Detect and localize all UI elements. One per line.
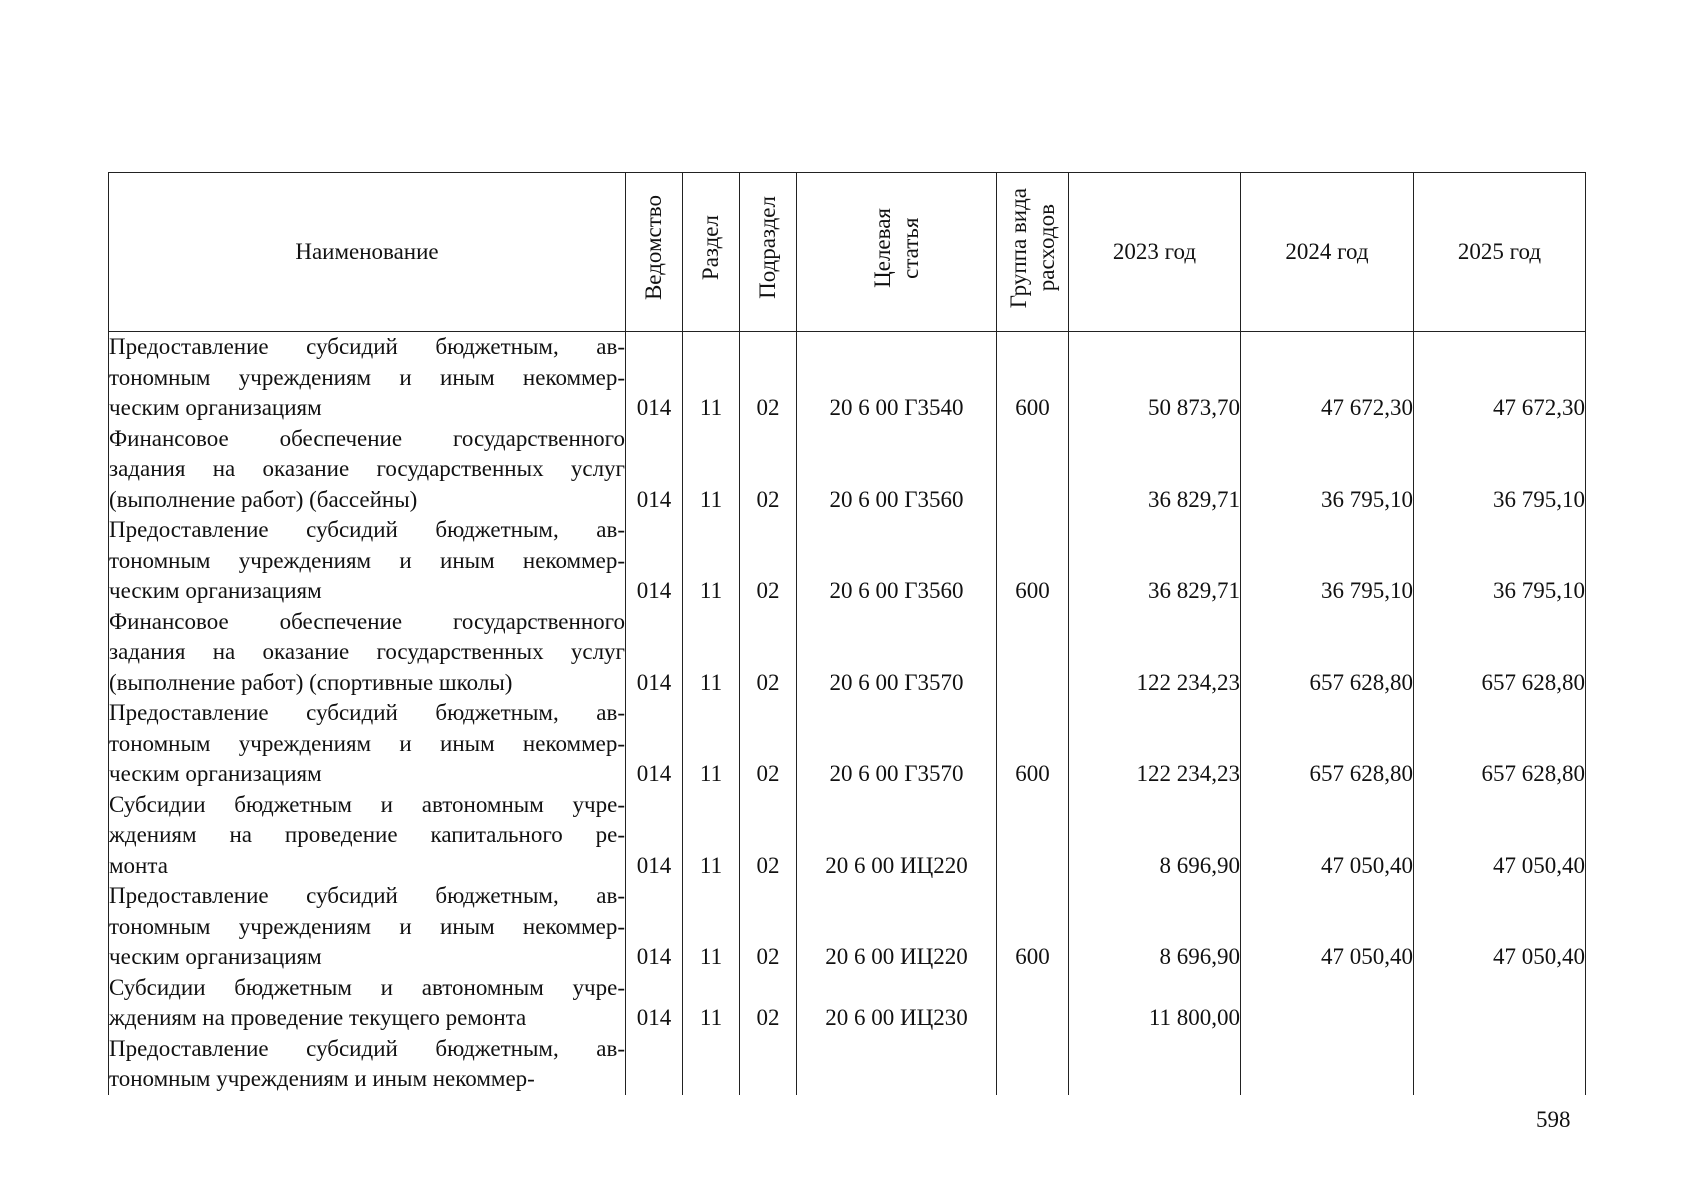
header-razdel: Раздел bbox=[683, 173, 740, 332]
cell-2024: 47 672,30 bbox=[1241, 332, 1414, 424]
cell-target: 20 6 00 ИЦ230 bbox=[797, 973, 997, 1034]
cell-2023: 8 696,90 bbox=[1069, 881, 1241, 973]
cell-vedomstvo: 014 bbox=[626, 424, 683, 516]
cell-2025: 47 672,30 bbox=[1414, 332, 1586, 424]
cell-2025: 36 795,10 bbox=[1414, 424, 1586, 516]
cell-2023: 36 829,71 bbox=[1069, 515, 1241, 607]
cell-2024: 36 795,10 bbox=[1241, 515, 1414, 607]
cell-podrazdel: 02 bbox=[740, 881, 797, 973]
cell-razdel: 11 bbox=[683, 607, 740, 699]
header-target: Целевая статья bbox=[797, 173, 997, 332]
cell-2023: 11 800,00 bbox=[1069, 973, 1241, 1034]
cell-razdel: 11 bbox=[683, 973, 740, 1034]
cell-vedomstvo: 014 bbox=[626, 332, 683, 424]
cell-target: 20 6 00 Г3540 bbox=[797, 332, 997, 424]
name-line: ческим организациям bbox=[109, 395, 322, 420]
cell-vedomstvo: 014 bbox=[626, 881, 683, 973]
table-row bbox=[109, 424, 1586, 516]
cell-2025: 657 628,80 bbox=[1414, 698, 1586, 790]
cell-group bbox=[997, 973, 1069, 1034]
name-line: ждениям на проведение текущего ремонта bbox=[109, 1005, 527, 1030]
name-line: задания на оказание государственных услуг bbox=[109, 456, 625, 481]
cell-razdel: 11 bbox=[683, 698, 740, 790]
name-line: Субсидии бюджетным и автономным учре- bbox=[109, 791, 625, 817]
header-2025: 2025 год bbox=[1414, 173, 1586, 332]
cell-group: 600 bbox=[997, 698, 1069, 790]
cell-group: 600 bbox=[997, 881, 1069, 973]
cell-group bbox=[997, 790, 1069, 882]
header-row bbox=[109, 173, 1586, 332]
cell-target: 20 6 00 Г3560 bbox=[797, 424, 997, 516]
name-line: тономным учреждениям и иным некоммер- bbox=[109, 547, 625, 573]
name-line: ческим организациям bbox=[109, 578, 322, 603]
cell-2023: 36 829,71 bbox=[1069, 424, 1241, 516]
header-podrazdel: Подраздел bbox=[740, 173, 797, 332]
cell-2024: 47 050,40 bbox=[1241, 881, 1414, 973]
cell-group bbox=[997, 1034, 1069, 1095]
name-line: тономным учреждениям и иным некоммер- bbox=[109, 364, 625, 390]
cell-target: 20 6 00 ИЦ220 bbox=[797, 790, 997, 882]
cell-2024: 36 795,10 bbox=[1241, 424, 1414, 516]
cell-vedomstvo: 014 bbox=[626, 973, 683, 1034]
name-line: Финансовое обеспечение государственного bbox=[109, 608, 625, 634]
cell-vedomstvo: 014 bbox=[626, 515, 683, 607]
cell-podrazdel: 02 bbox=[740, 698, 797, 790]
name-line: ческим организациям bbox=[109, 944, 322, 969]
name-line: ждениям на проведение капитального ре- bbox=[109, 822, 625, 847]
cell-podrazdel: 02 bbox=[740, 790, 797, 882]
name-line: Финансовое обеспечение государственного bbox=[109, 425, 625, 451]
cell-2024: 657 628,80 bbox=[1241, 698, 1414, 790]
cell-vedomstvo: 014 bbox=[626, 607, 683, 699]
cell-razdel: 11 bbox=[683, 332, 740, 424]
cell-2025: 36 795,10 bbox=[1414, 515, 1586, 607]
cell-name bbox=[109, 973, 626, 1034]
cell-group bbox=[997, 607, 1069, 699]
header-2023: 2023 год bbox=[1069, 173, 1241, 332]
table-row bbox=[109, 607, 1586, 699]
name-line: (выполнение работ) (спортивные школы) bbox=[109, 669, 513, 695]
cell-podrazdel: 02 bbox=[740, 973, 797, 1034]
cell-group bbox=[997, 424, 1069, 516]
cell-2023: 122 234,23 bbox=[1069, 698, 1241, 790]
cell-2024: 657 628,80 bbox=[1241, 607, 1414, 699]
table-row bbox=[109, 515, 1586, 607]
cell-name bbox=[109, 1034, 626, 1095]
cell-2025: 47 050,40 bbox=[1414, 790, 1586, 882]
cell-2023 bbox=[1069, 1034, 1241, 1095]
name-line: монта bbox=[109, 852, 168, 878]
cell-2024: 47 050,40 bbox=[1241, 790, 1414, 882]
cell-2025: 47 050,40 bbox=[1414, 881, 1586, 973]
header-2024: 2024 год bbox=[1241, 173, 1414, 332]
cell-target: 20 6 00 Г3570 bbox=[797, 698, 997, 790]
cell-2024 bbox=[1241, 1034, 1414, 1095]
cell-vedomstvo: 014 bbox=[626, 698, 683, 790]
cell-2023: 8 696,90 bbox=[1069, 790, 1241, 882]
name-line: задания на оказание государственных услуг bbox=[109, 639, 625, 664]
cell-razdel: 11 bbox=[683, 881, 740, 973]
cell-razdel: 11 bbox=[683, 790, 740, 882]
cell-name bbox=[109, 698, 626, 790]
cell-razdel bbox=[683, 1034, 740, 1095]
name-line: Предоставление субсидий бюджетным, ав- bbox=[109, 517, 625, 542]
header-name: Наименование bbox=[109, 173, 626, 332]
cell-name bbox=[109, 790, 626, 882]
table-row bbox=[109, 790, 1586, 882]
header-group: Группа вида расходов bbox=[997, 173, 1069, 332]
name-line: тономным учреждениям и иным некоммер- bbox=[109, 1066, 535, 1091]
cell-target: 20 6 00 Г3560 bbox=[797, 515, 997, 607]
name-line: тономным учреждениям и иным некоммер- bbox=[109, 913, 625, 939]
cell-podrazdel: 02 bbox=[740, 332, 797, 424]
cell-vedomstvo: 014 bbox=[626, 790, 683, 882]
cell-name bbox=[109, 607, 626, 699]
cell-podrazdel bbox=[740, 1034, 797, 1095]
table-row bbox=[109, 1034, 1586, 1095]
name-line: Предоставление субсидий бюджетным, ав- bbox=[109, 883, 625, 908]
cell-target: 20 6 00 Г3570 bbox=[797, 607, 997, 699]
cell-2023: 122 234,23 bbox=[1069, 607, 1241, 699]
cell-name bbox=[109, 332, 626, 424]
cell-2024 bbox=[1241, 973, 1414, 1034]
cell-2023: 50 873,70 bbox=[1069, 332, 1241, 424]
cell-vedomstvo bbox=[626, 1034, 683, 1095]
cell-name bbox=[109, 515, 626, 607]
cell-name bbox=[109, 424, 626, 516]
cell-razdel: 11 bbox=[683, 515, 740, 607]
budget-table bbox=[108, 172, 1586, 1095]
page-number: 598 bbox=[1536, 1107, 1571, 1132]
name-line: ческим организациям bbox=[109, 761, 322, 786]
header-vedomstvo: Ведомство bbox=[626, 173, 683, 332]
cell-target: 20 6 00 ИЦ220 bbox=[797, 881, 997, 973]
cell-name bbox=[109, 881, 626, 973]
cell-podrazdel: 02 bbox=[740, 515, 797, 607]
cell-group: 600 bbox=[997, 332, 1069, 424]
table-body bbox=[109, 332, 1586, 1095]
cell-podrazdel: 02 bbox=[740, 607, 797, 699]
cell-2025: 657 628,80 bbox=[1414, 607, 1586, 699]
name-line: Субсидии бюджетным и автономным учре- bbox=[109, 974, 625, 1000]
cell-2025 bbox=[1414, 973, 1586, 1034]
table-row bbox=[109, 698, 1586, 790]
name-line: Предоставление субсидий бюджетным, ав- bbox=[109, 700, 625, 725]
name-line: тономным учреждениям и иным некоммер- bbox=[109, 730, 625, 756]
table-row bbox=[109, 332, 1586, 424]
table-row bbox=[109, 881, 1586, 973]
name-line: Предоставление субсидий бюджетным, ав- bbox=[109, 334, 625, 359]
cell-group: 600 bbox=[997, 515, 1069, 607]
name-line: Предоставление субсидий бюджетным, ав- bbox=[109, 1035, 625, 1061]
name-line: (выполнение работ) (бассейны) bbox=[109, 486, 418, 512]
cell-2025 bbox=[1414, 1034, 1586, 1095]
cell-target bbox=[797, 1034, 997, 1095]
cell-razdel: 11 bbox=[683, 424, 740, 516]
cell-podrazdel: 02 bbox=[740, 424, 797, 516]
table-row bbox=[109, 973, 1586, 1034]
